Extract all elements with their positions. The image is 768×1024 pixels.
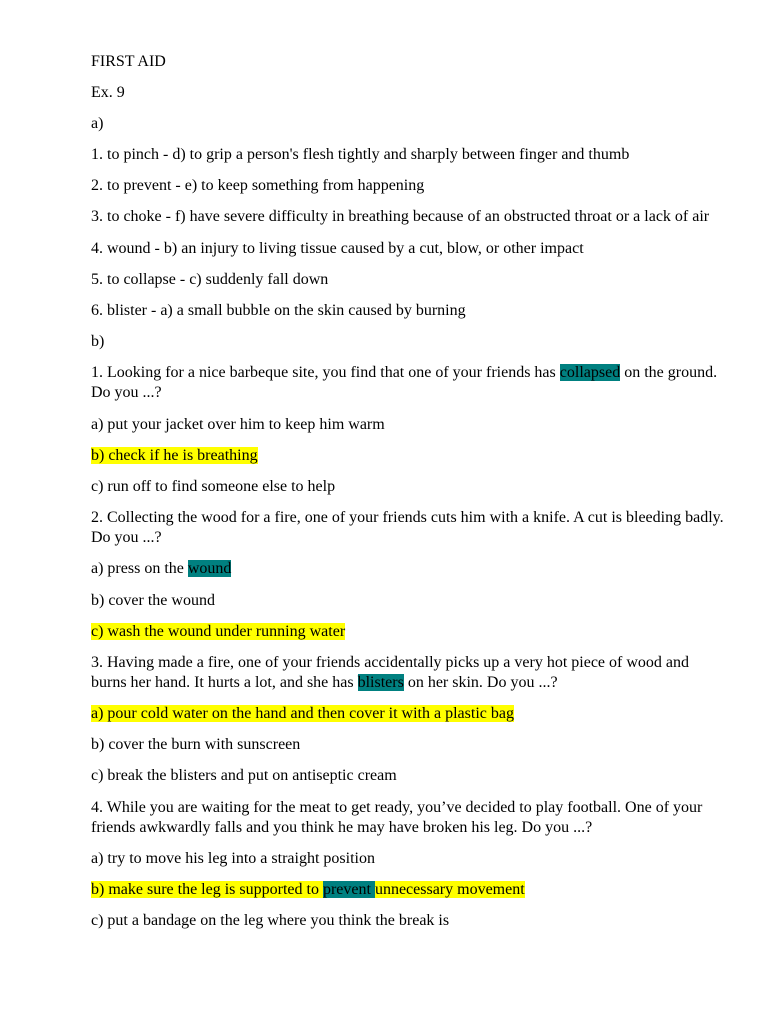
q4-option-b: [91, 880, 728, 901]
question-4: 4. While you are waiting for the meat to get ready, you’ve decided to play football. One of your friends awkwardly falls and you think he may have broken his leg. Do you ...?: [91, 798, 703, 837]
highlighted-word: collapsed: [559, 363, 621, 381]
q3-option-b: b) cover the burn with sunscreen: [91, 736, 301, 754]
option-text: a) press on the: [91, 560, 188, 578]
highlighted-word: prevent: [322, 881, 375, 899]
match-item: 4. wound - b) an injury to living tissue caused by a cut, blow, or other impact: [91, 239, 584, 257]
answer-highlight: b) check if he is breathing: [91, 446, 258, 464]
match-item: 2. to prevent - e) to keep something from happening: [91, 177, 425, 195]
q3-option-c: c) break the blisters and put on antiseptic cream: [91, 767, 397, 785]
question-text: 3. Having made a fire, one of your friends accidentally picks up a very hot piece of wood and burns her hand. It hurts a lot, and she has: [91, 653, 690, 692]
q2-option-b: b) cover the wound: [91, 591, 215, 609]
highlighted-word: blisters: [357, 674, 404, 692]
match-item: 5. to collapse - c) suddenly fall down: [91, 270, 329, 288]
question-text: on the ground. Do you ...?: [91, 363, 718, 402]
answer-highlight: [91, 881, 525, 898]
doc-title: FIRST AID: [91, 53, 166, 70]
highlighted-word: wound: [187, 560, 232, 578]
q2-option-a: [91, 559, 728, 580]
match-item: 1. to pinch - d) to grip a person's flesh tightly and sharply between finger and thumb: [91, 146, 630, 164]
q4-option-a: a) try to move his leg into a straight position: [91, 850, 375, 868]
question-2: 2. Collecting the wood for a fire, one of your friends cuts him with a knife. A cut is bleeding badly. Do you ...?: [91, 508, 724, 547]
question-text: 1. Looking for a nice barbeque site, you find that one of your friends has: [91, 363, 560, 381]
answer-highlight: c) wash the wound under running water: [91, 622, 346, 640]
part-b-label: b): [91, 332, 105, 350]
match-item: 3. to choke - f) have severe difficulty in breathing because of an obstructed throat or a lack of air: [91, 208, 710, 226]
option-text: unnecessary movement: [374, 881, 525, 899]
q1-option-a: a) put your jacket over him to keep him warm: [91, 415, 385, 433]
q1-option-b: [91, 446, 728, 467]
q4-option-c: c) put a bandage on the leg where you think the break is: [91, 912, 450, 930]
question-1: [91, 363, 728, 404]
answer-highlight: a) pour cold water on the hand and then cover it with a plastic bag: [91, 705, 514, 723]
option-text: b) make sure the leg is supported to: [91, 881, 323, 899]
question-text: on her skin. Do you ...?: [403, 674, 558, 692]
exercise-label: Ex. 9: [91, 84, 125, 102]
match-item: 6. blister - a) a small bubble on the skin caused by burning: [91, 301, 466, 319]
q3-option-a: [91, 704, 728, 725]
q1-option-c: c) run off to find someone else to help: [91, 477, 336, 495]
question-3: [91, 653, 728, 694]
part-a-label: a): [91, 115, 104, 133]
q2-option-c: [91, 622, 728, 643]
